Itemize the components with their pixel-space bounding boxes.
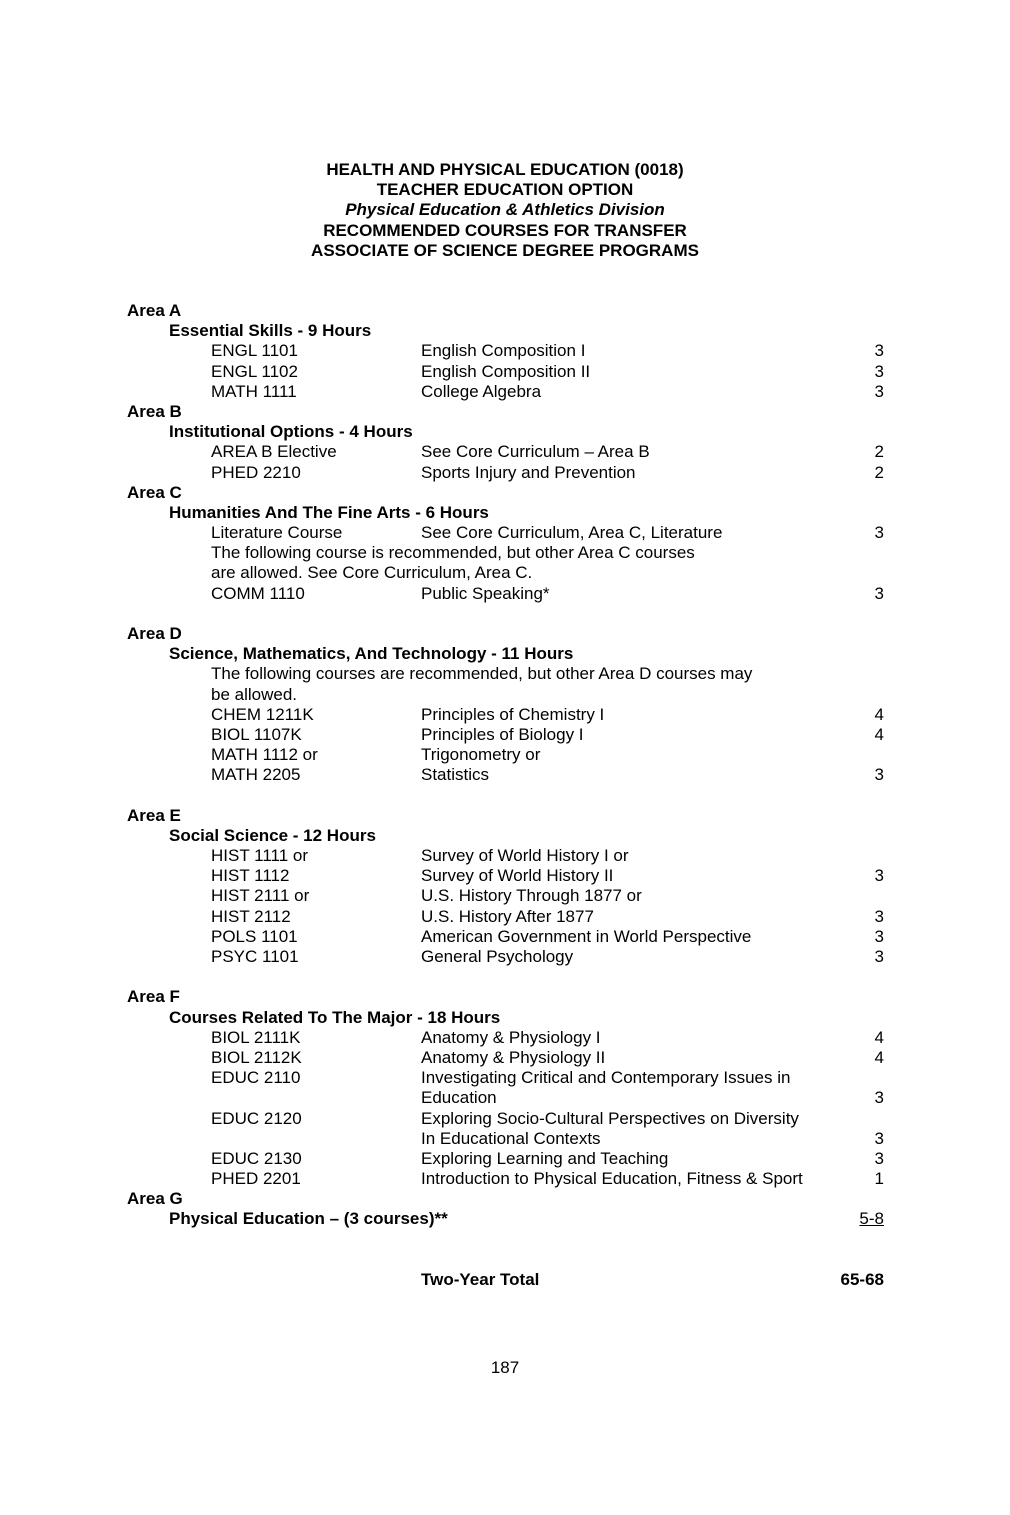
course-title: Trigonometry or [421,745,541,765]
area-d-note-line: be allowed. [211,684,298,704]
course-hours: 3 [874,866,884,886]
course-code: MATH 2205 [211,765,301,785]
course-title: See Core Curriculum, Area C, Literature [421,523,723,543]
course-title: English Composition I [421,341,586,361]
course-row [127,846,887,866]
course-hours: 3 [874,947,884,966]
course-row [127,947,887,967]
course-title: Statistics [421,765,490,785]
course-code: ENGL 1102 [211,361,298,381]
course-row [127,1048,887,1068]
course-hours: 3 [874,1088,884,1108]
area-g-label: Area G [127,1189,183,1209]
course-row [127,362,887,382]
course-row [127,442,887,462]
area-e-label: Area E [127,805,181,825]
course-row [127,584,887,604]
course-title: Sports Injury and Prevention [421,462,636,482]
course-hours: 1 [874,1169,884,1189]
recommended-title: RECOMMENDED COURSES FOR TRANSFER [323,220,687,240]
course-hours: 4 [874,1047,884,1067]
spacer [127,1230,887,1250]
course-row [127,1068,887,1088]
course-code: COMM 1110 [211,583,305,603]
course-row [127,907,887,927]
course-hours: 3 [874,361,884,381]
degree-title: ASSOCIATE OF SCIENCE DEGREE PROGRAMS [311,240,699,260]
course-code: PSYC 1101 [211,947,299,966]
course-code: AREA B Elective [211,442,337,462]
course-code: PHED 2201 [211,1169,301,1189]
course-hours: 4 [874,724,884,744]
spacer [127,604,887,624]
course-hours: 3 [874,381,884,401]
total-label: Two-Year Total [421,1270,540,1289]
option-title: TEACHER EDUCATION OPTION [376,180,634,200]
course-title: Education [421,1088,497,1108]
course-code: Literature Course [211,523,343,543]
area-f-label: Area F [127,987,180,1007]
area-b-label: Area B [127,401,182,421]
course-code: BIOL 1107K [211,724,302,744]
course-row [127,1088,887,1108]
area-c-note-line: are allowed. See Core Curriculum, Area C. [211,563,533,583]
course-title: American Government in World Perspective [421,926,752,946]
course-code: MATH 1112 or [211,745,318,765]
course-code: HIST 2111 or [211,886,310,906]
course-hours: 3 [874,926,884,946]
course-code: EDUC 2130 [211,1148,302,1168]
course-row [127,523,887,543]
program-title: HEALTH AND PHYSICAL EDUCATION (0018) [326,160,684,179]
course-code: CHEM 1211K [211,704,314,724]
course-hours: 3 [874,765,884,785]
area-e-subhead: Social Science - 12 Hours [169,825,376,845]
course-title: Exploring Learning and Teaching [421,1148,669,1168]
course-row [127,341,887,361]
page-number: 187 [490,1358,520,1377]
course-row [127,463,887,483]
course-list [127,301,887,1290]
course-code: BIOL 2111K [211,1027,301,1047]
course-code: POLS 1101 [211,926,298,946]
course-title: In Educational Contexts [421,1128,601,1148]
course-hours: 3 [874,906,884,926]
course-title: Anatomy & Physiology II [421,1047,606,1067]
course-code: HIST 1111 or [211,846,309,866]
area-c-note-line: The following course is recommended, but other Area C courses [211,543,695,563]
course-title: Survey of World History II [421,866,614,886]
course-code: MATH 1111 [211,381,297,401]
course-row [127,765,887,785]
division-title: Physical Education & Athletics Division [345,200,665,220]
area-g-subhead-text: Physical Education – (3 courses)** [169,1209,448,1229]
course-row [127,1109,887,1129]
course-row [127,1169,887,1189]
course-hours: 3 [874,523,884,543]
spacer [127,786,887,806]
area-a-subhead: Essential Skills - 9 Hours [169,321,372,341]
area-a-label: Area A [127,301,182,320]
course-code: ENGL 1101 [211,341,298,361]
course-title: English Composition II [421,361,591,381]
course-code: PHED 2210 [211,462,301,482]
course-title: U.S. History After 1877 [421,906,594,926]
course-title: Public Speaking* [421,583,550,603]
area-c-label: Area C [127,482,182,502]
course-row [127,927,887,947]
course-row [127,705,887,725]
area-c-subhead: Humanities And The Fine Arts - 6 Hours [169,502,489,522]
course-code: EDUC 2120 [211,1108,302,1128]
course-hours: 2 [874,462,884,482]
course-title: See Core Curriculum – Area B [421,442,650,462]
document-header [0,160,1010,261]
course-row [127,382,887,402]
course-title: Survey of World History I or [421,846,629,866]
course-hours: 3 [874,341,884,361]
area-d-note-line: The following courses are recommended, but other Area D courses may [211,664,753,684]
course-row [127,1028,887,1048]
spacer [127,1250,887,1270]
course-code: EDUC 2110 [211,1068,301,1088]
course-code: HIST 1112 [211,866,290,886]
area-d-subhead: Science, Mathematics, And Technology - 11 Hours [169,644,574,664]
course-title: Anatomy & Physiology I [421,1027,601,1047]
course-hours: 2 [874,442,884,462]
area-g-subhead [127,1209,887,1229]
course-title: U.S. History Through 1877 or [421,886,642,906]
total-row [127,1270,887,1290]
course-title: College Algebra [421,381,542,401]
total-hours: 65-68 [840,1270,884,1289]
course-title: Principles of Chemistry I [421,704,605,724]
course-title: Principles of Biology I [421,724,584,744]
course-row [127,745,887,765]
course-title: General Psychology [421,947,574,966]
course-title: Introduction to Physical Education, Fitness & Sport [421,1169,803,1189]
course-code: HIST 2112 [211,906,291,926]
spacer [127,967,887,987]
area-f-subhead: Courses Related To The Major - 18 Hours [169,1007,501,1027]
course-row [127,1149,887,1169]
course-hours: 3 [874,1128,884,1148]
area-b-subhead: Institutional Options - 4 Hours [169,422,413,442]
course-hours: 3 [874,1148,884,1168]
course-title: Exploring Socio-Cultural Perspectives on Diversity [421,1108,799,1128]
course-row [127,886,887,906]
course-row [127,866,887,886]
course-row [127,1129,887,1149]
course-title: Investigating Critical and Contemporary Issues in [421,1068,791,1088]
area-d-label: Area D [127,624,182,643]
course-code: BIOL 2112K [211,1047,302,1067]
course-row [127,725,887,745]
course-hours: 4 [874,1027,884,1047]
course-hours: 4 [874,704,884,724]
course-hours: 3 [874,583,884,603]
area-g-hours: 5-8 [859,1209,884,1229]
